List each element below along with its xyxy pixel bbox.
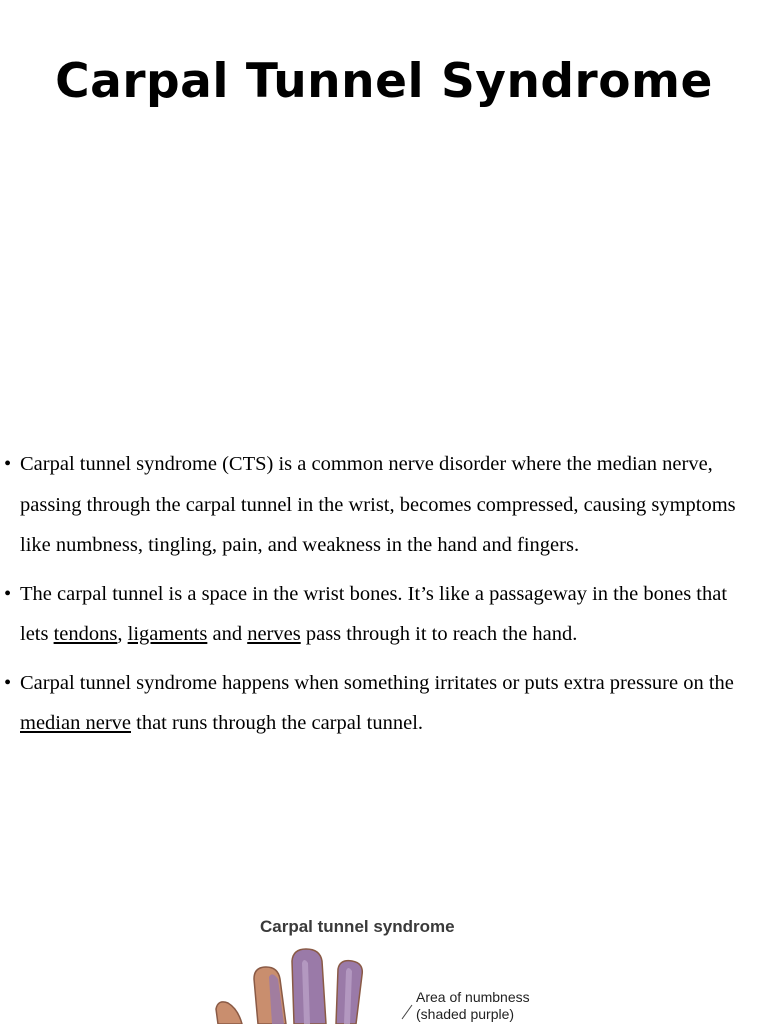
separator-text: and bbox=[207, 623, 248, 645]
nerves-link[interactable]: nerves bbox=[247, 623, 301, 645]
label-line: Area of numbness bbox=[416, 989, 530, 1005]
numbness-label bbox=[416, 989, 530, 1023]
bullet-text: The carpal tunnel is a space in the wrist bones. It’s like a passageway in the bones that lets bbox=[20, 582, 728, 645]
list-item bbox=[0, 574, 760, 655]
bullet-text: Carpal tunnel syndrome (CTS) is a common nerve disorder where the median nerve, passing through the carpal tunnel in the wrist, becomes compressed, causing symptoms like numbness, tingling, pain, and weakness in the hand and fingers. bbox=[20, 453, 736, 556]
median-nerve-link[interactable]: median nerve bbox=[20, 712, 131, 734]
bullet-text: that runs through the carpal tunnel. bbox=[131, 712, 424, 734]
tendons-link[interactable]: tendons bbox=[53, 623, 118, 645]
figure-title: Carpal tunnel syndrome bbox=[260, 917, 455, 936]
page-title: Carpal Tunnel Syndrome bbox=[55, 54, 713, 109]
carpal-tunnel-figure bbox=[180, 905, 620, 1024]
bullet-text: pass through it to reach the hand. bbox=[300, 623, 578, 645]
hand-illustration bbox=[180, 905, 620, 1024]
separator-text: , bbox=[117, 623, 128, 645]
ligaments-link[interactable]: ligaments bbox=[127, 623, 208, 645]
label-line: (shaded purple) bbox=[416, 1006, 515, 1022]
finger-pinky bbox=[216, 1002, 242, 1024]
list-item bbox=[0, 444, 760, 566]
bullet-text: Carpal tunnel syndrome happens when something irritates or puts extra pressure on the bbox=[20, 671, 734, 694]
list-item bbox=[0, 663, 760, 744]
bullet-list bbox=[0, 444, 760, 752]
label-pointer bbox=[402, 1005, 412, 1019]
